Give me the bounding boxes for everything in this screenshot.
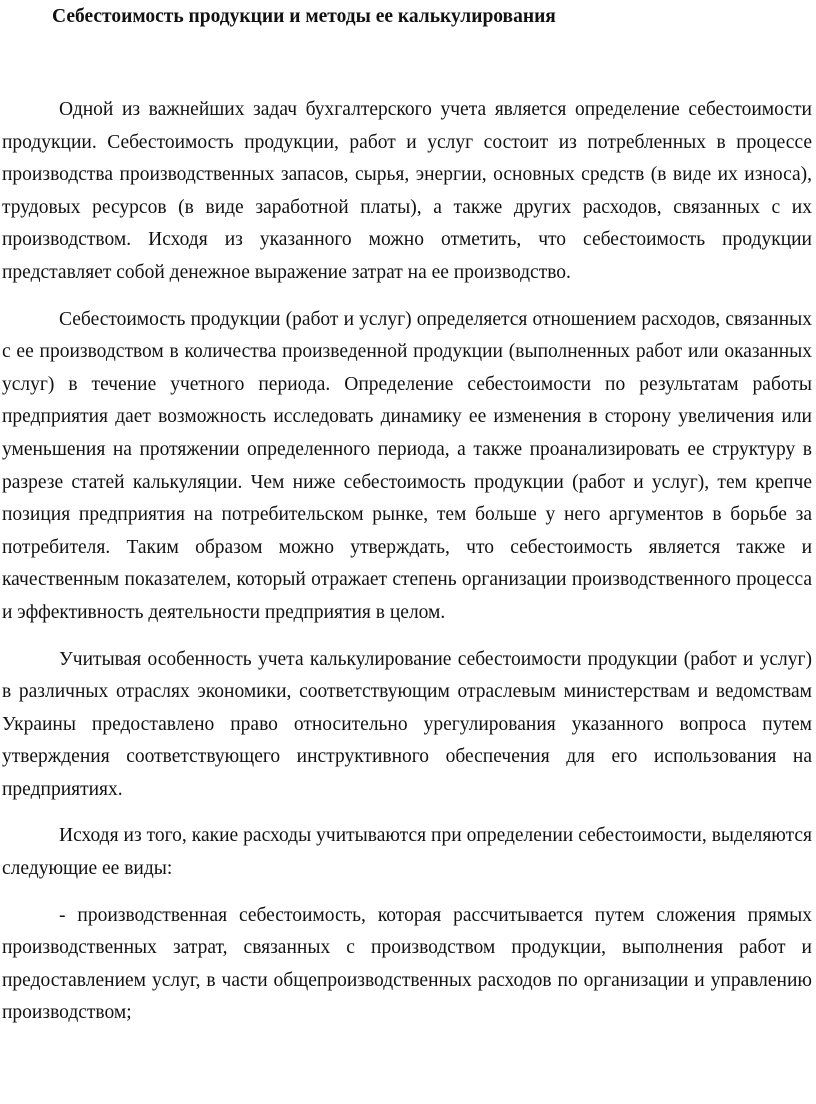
paragraph-industry: Учитывая особенность учета калькулирование себестоимости продукции (работ и услуг) в различных отраслях экономики, соответствующим отраслевым министерствам и ведомствам Украины предоставлено право относительно урегулирования указанного вопроса путем утверждения соответствующего инструктивного обеспечения для его использования на предприятиях. — [2, 648, 812, 800]
paragraph-intro: Одной из важнейших задач бухгалтерского учета является определение себестоимости продукции. Себестоимость продукции, работ и услуг состоит из потребленных в процессе производства производственных запасов, сырья, энергии, основных средств (в виде их износа), трудовых ресурсов (в виде заработной платы), а также других расходов, связанных с их производством. Исходя из указанного можно отметить, что себестоимость продукции представляет собой денежное выражение затрат на ее производство. — [2, 99, 812, 283]
paragraph-types-intro: Исходя из того, какие расходы учитываются при определении себестоимости, выделяются следующие ее виды: — [2, 825, 812, 880]
document-body — [2, 94, 812, 1044]
paragraph-definition: Себестоимость продукции (работ и услуг) определяется отношением расходов, связанных с ее производством в количества произведенной продукции (выполненных работ или оказанных услуг) в течение учетного периода. Определение себестоимости по результатам работы предприятия дает возможность исследовать динамику ее изменения в сторону увеличения или уменьшения на протяжении определенного периода, а также проанализировать ее структуру в разрезе статей калькуляции. Чем ниже себестоимость продукции (работ и услуг), тем крепче позиция предприятия на потребительском рынке, тем больше у него аргументов в борьбе за потребителя. Таким образом можно утверждать, что себестоимость является также и качественным показателем, который отражает степень организации производственного процесса и эффективность деятельности предприятия в целом. — [2, 308, 812, 623]
paragraph-production-cost: - производственная себестоимость, которая рассчитывается путем сложения прямых производственных затрат, связанных с производством продукции, выполнения работ и предоставлением услуг, в части общепроизводственных расходов по организации и управлению производством; — [2, 904, 812, 1024]
document-title: Себестоимость продукции и методы ее калькулирования — [52, 6, 556, 27]
